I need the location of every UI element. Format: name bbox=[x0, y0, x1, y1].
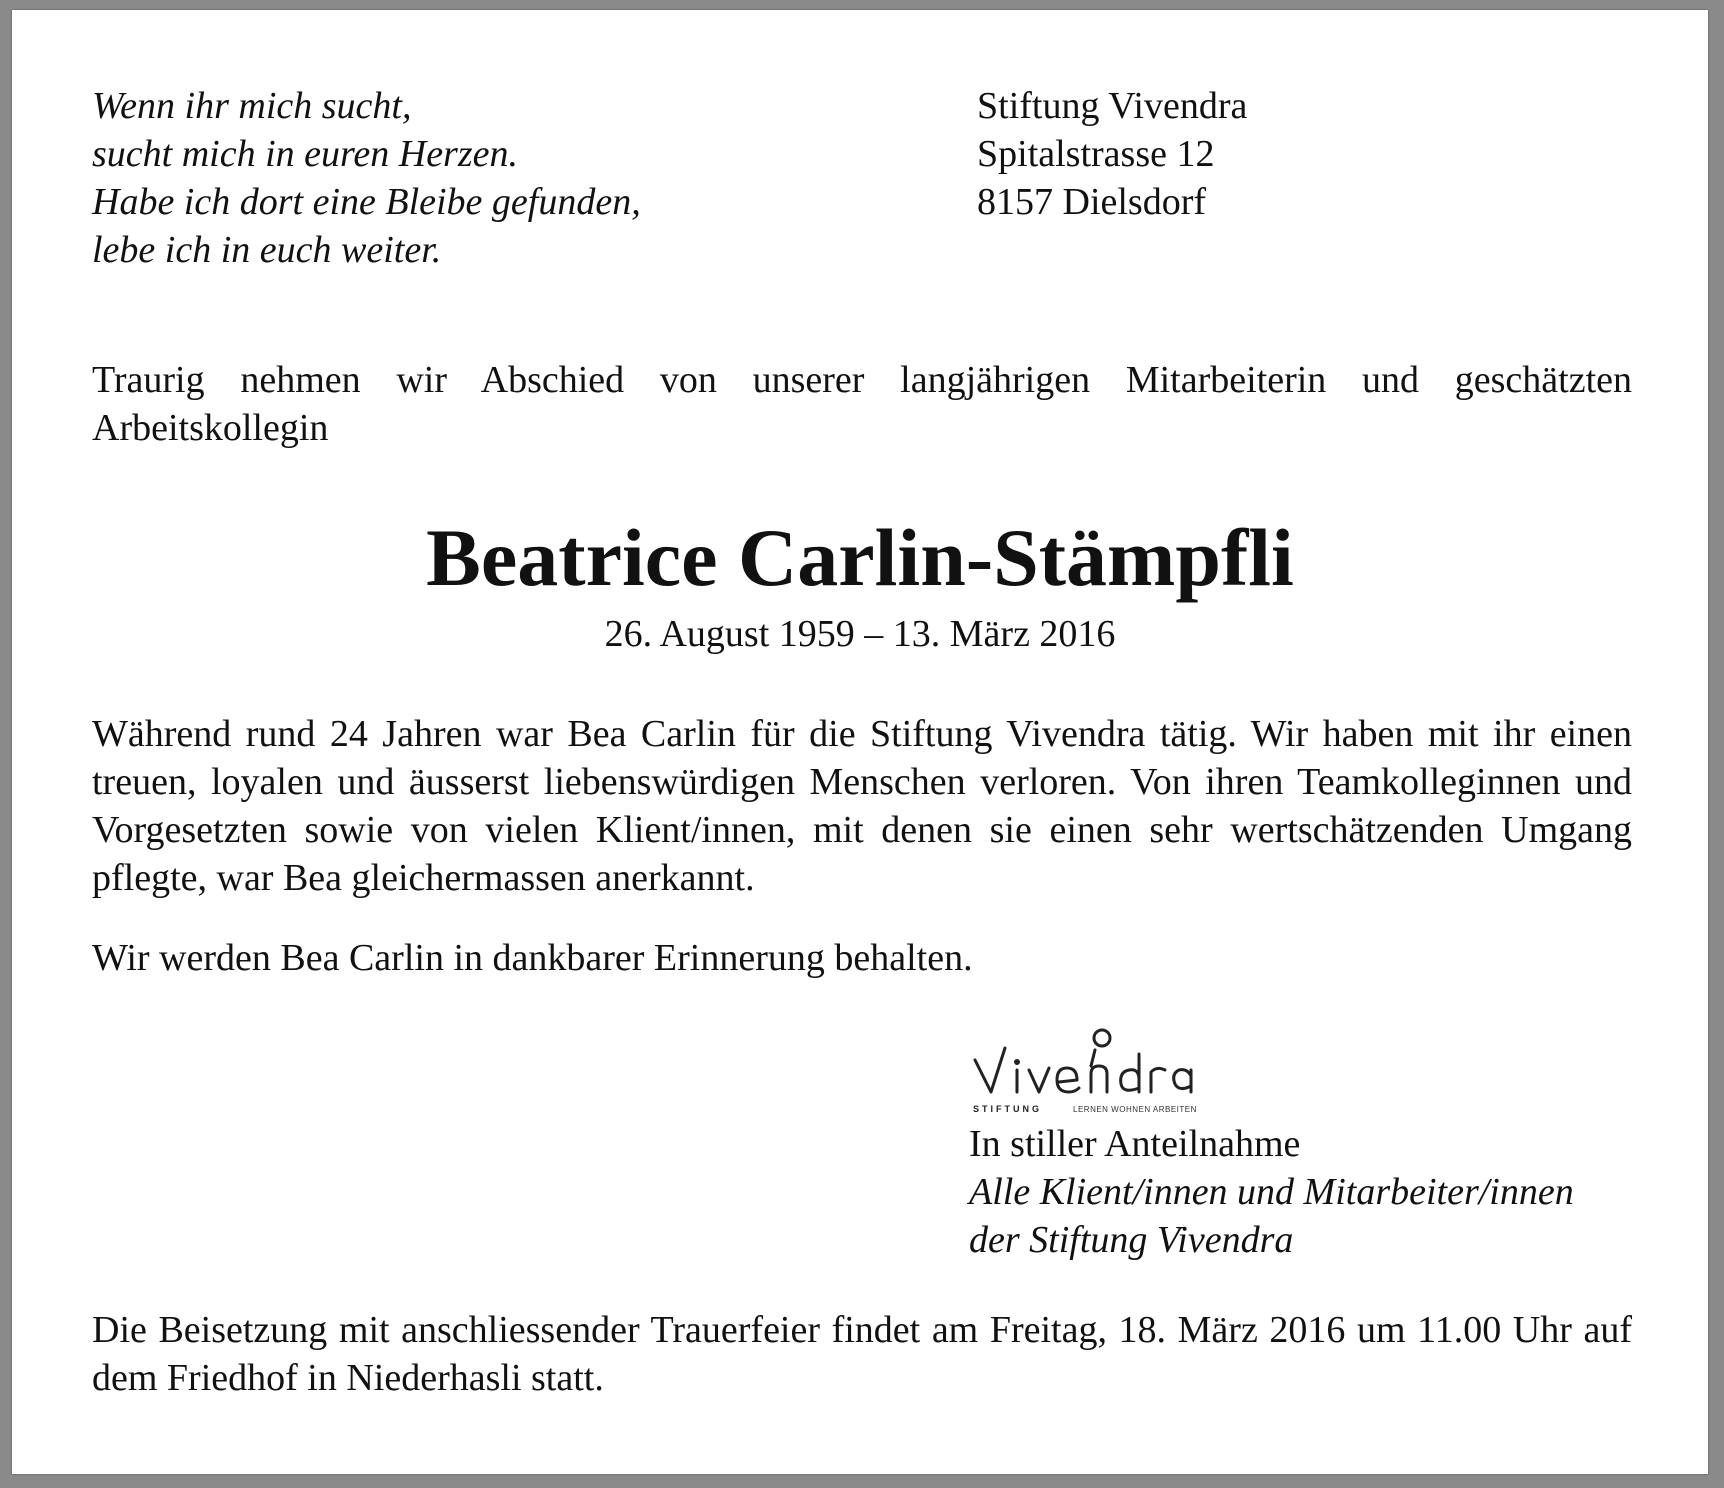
address-block bbox=[977, 82, 1247, 226]
signatory-line: Alle Klient/innen und Mitarbeiter/innen bbox=[969, 1171, 1574, 1213]
poem-line: sucht mich in euren Herzen. bbox=[92, 133, 518, 175]
signature-block bbox=[969, 1120, 1574, 1264]
poem-line: Wenn ihr mich sucht, bbox=[92, 85, 412, 127]
life-dates: 26. August 1959 – 13. März 2016 bbox=[604, 613, 1116, 655]
logo-tagline: LERNEN WOHNEN ARBEITEN bbox=[1073, 1105, 1197, 1114]
funeral-info: Die Beisetzung mit anschliessender Trauerfeier findet am Freitag, 18. März 2016 um 11.00 Uhr auf dem Friedhof in Niederhasli statt. bbox=[92, 1309, 1632, 1399]
address-line: 8157 Dielsdorf bbox=[977, 181, 1207, 223]
tribute-text: Während rund 24 Jahren war Bea Carlin für die Stiftung Vivendra tätig. Wir haben mit ihr einen treuen, loyalen und äusserst liebenswürdigen Menschen verloren. Von ihren Teamkolleginnen und Vorgesetzten sowie von vielen Klient/innen, mit denen sie einen sehr wertschätzenden Umgang pflegte, war Bea gleichermassen anerkannt. bbox=[92, 713, 1632, 899]
address-line: Stiftung Vivendra bbox=[977, 85, 1248, 127]
closing-line: In stiller Anteilnahme bbox=[969, 1123, 1301, 1165]
vivendra-logo bbox=[967, 1010, 1247, 1118]
remembrance-text: Wir werden Bea Carlin in dankbarer Erinnerung behalten. bbox=[92, 937, 973, 979]
poem bbox=[92, 82, 641, 274]
deceased-name: Beatrice Carlin-Stämpfli bbox=[426, 512, 1294, 603]
poem-line: Habe ich dort eine Bleibe gefunden, bbox=[92, 181, 641, 223]
signatory-line: der Stiftung Vivendra bbox=[969, 1219, 1294, 1261]
address-line: Spitalstrasse 12 bbox=[977, 133, 1215, 175]
poem-line: lebe ich in euch weiter. bbox=[92, 229, 442, 271]
intro-text: Traurig nehmen wir Abschied von unserer langjährigen Mitarbeiterin und geschätzten Arbeitskollegin bbox=[92, 359, 1632, 449]
logo-tagline-bold: STIFTUNG bbox=[973, 1104, 1042, 1114]
obituary-notice bbox=[12, 10, 1708, 1474]
